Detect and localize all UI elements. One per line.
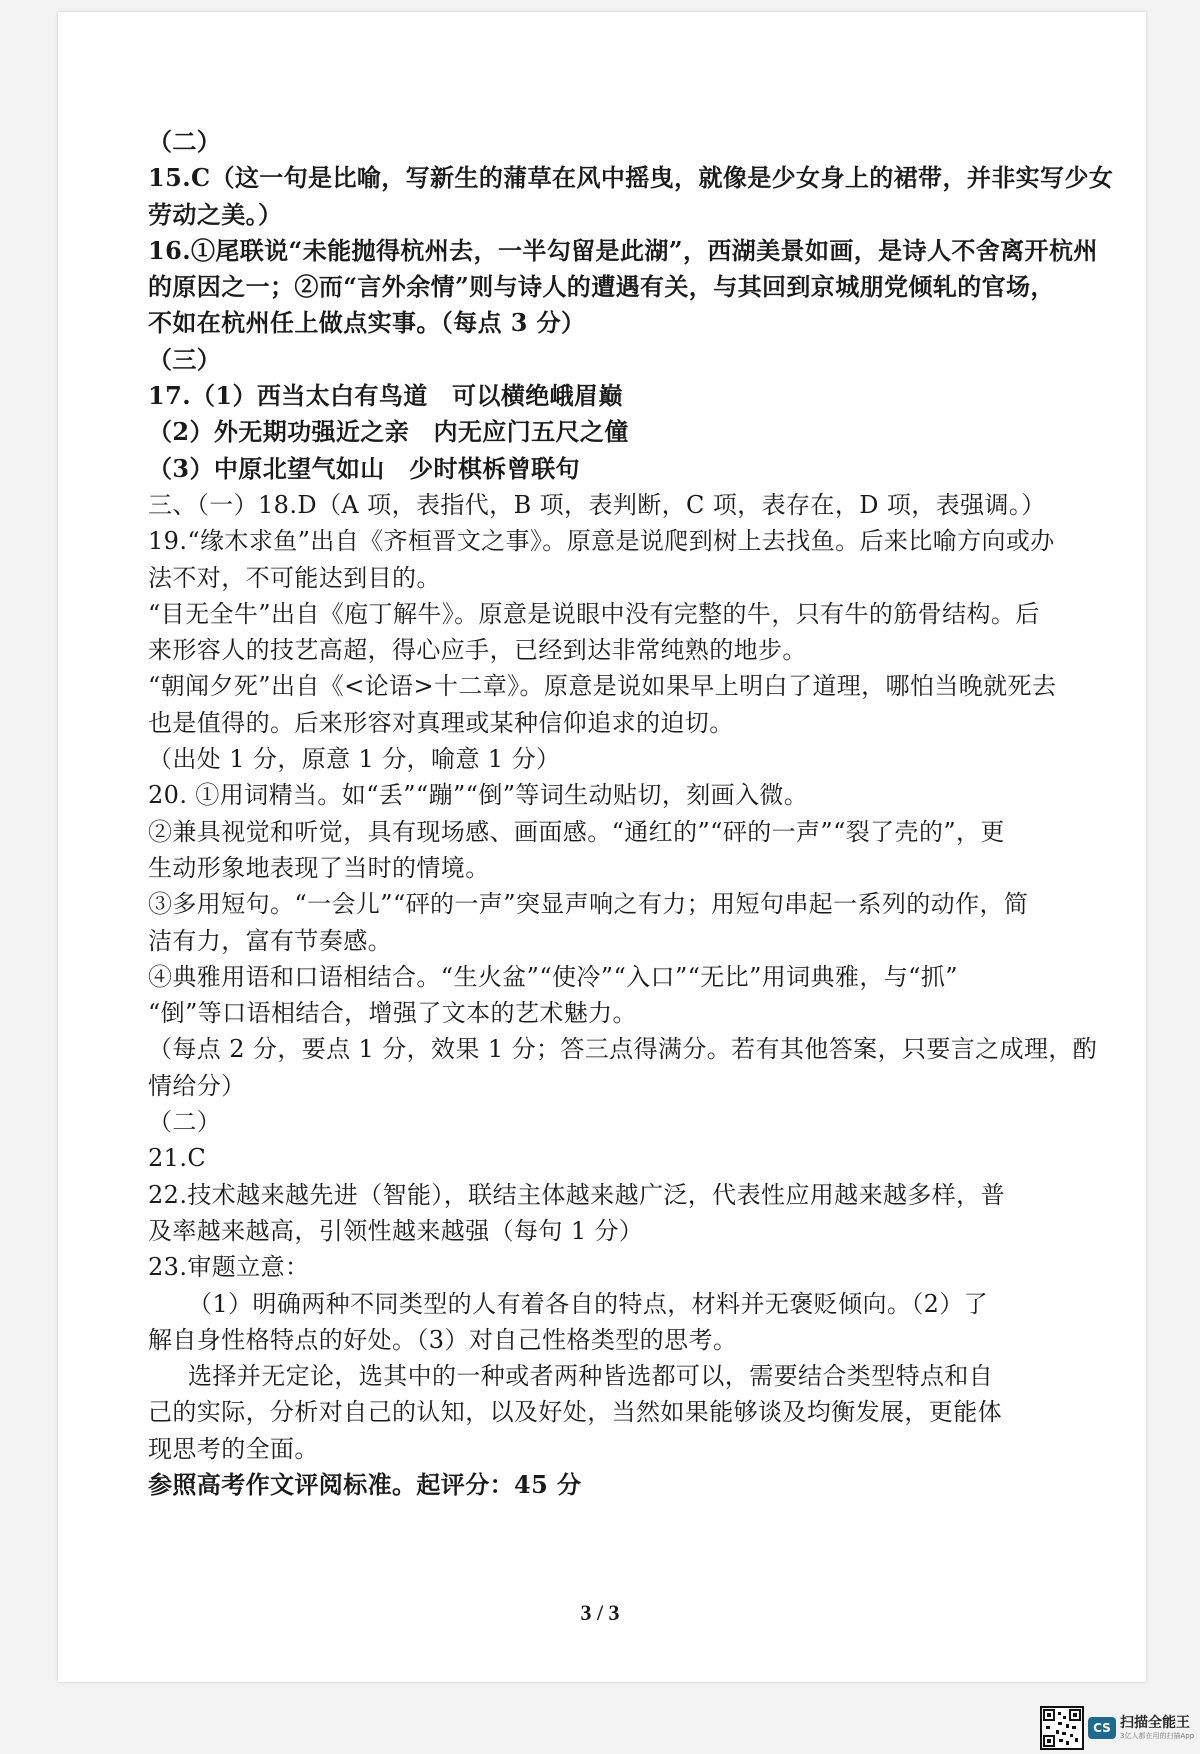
qr-code-icon bbox=[1040, 1706, 1084, 1750]
answer-16: 16.①尾联说“未能抛得杭州去，一半勾留是此湖”，西湖美景如画，是诗人不舍离开杭州 bbox=[148, 235, 1098, 265]
answer-16-cont: 不如在杭州任上做点实事。（每点 3 分） bbox=[148, 308, 586, 338]
scanner-watermark bbox=[1040, 1704, 1194, 1752]
answer-17-3: （3）中原北望气如山 少时棋柝曾联句 bbox=[148, 453, 580, 483]
answer-22: 22.技术越来越先进（智能），联结主体越来越广泛，代表性应用越来越多样，普 bbox=[148, 1180, 1005, 1209]
section-heading-2b: （二） bbox=[148, 1108, 222, 1137]
answer-23-scoring: 参照高考作文评阅标准。起评分：45 分 bbox=[148, 1469, 582, 1499]
answer-19: 19.“缘木求鱼”出自《齐桓晋文之事》。原意是说爬到树上去找鱼。后来比喻方向或办 bbox=[148, 527, 1055, 556]
answer-20-point-4: ④典雅用语和口语相结合。“生火盆”“使冷”“入口”“无比”用词典雅，与“抓” bbox=[148, 962, 958, 991]
answer-19-idiom-2: “目无全牛”出自《庖丁解牛》。原意是说眼中没有完整的牛，只有牛的筋骨结构。后 bbox=[148, 599, 1040, 628]
answer-20-point-3-cont: 洁有力，富有节奏感。 bbox=[148, 926, 392, 955]
answer-19-scoring: （出处 1 分，原意 1 分，喻意 1 分） bbox=[148, 745, 561, 774]
answer-23: 23.审题立意： bbox=[148, 1253, 310, 1282]
answer-23-para-1-cont: 解自身性格特点的好处。（3）对自己性格类型的思考。 bbox=[148, 1325, 738, 1354]
answer-22-cont: 及率越来越高，引领性越来越强（每句 1 分） bbox=[148, 1216, 644, 1245]
answer-23-para-2-cont: 现思考的全面。 bbox=[148, 1434, 319, 1463]
answer-17-1: 17.（1）西当太白有鸟道 可以横绝峨眉巅 bbox=[148, 381, 623, 411]
answer-19-idiom-3-cont: 也是值得的。后来形容对真理或某种信仰追求的迫切。 bbox=[148, 708, 734, 737]
answer-20-point-2-cont: 生动形象地表现了当时的情境。 bbox=[148, 853, 490, 882]
answer-20-point-4-cont: “倒”等口语相结合，增强了文本的艺术魅力。 bbox=[148, 999, 637, 1028]
answer-15-cont: 劳动之美。） bbox=[148, 199, 283, 229]
answer-16-cont: 的原因之一；②而“言外余情”则与诗人的遭遇有关，与其回到京城朋党倾轧的官场， bbox=[148, 272, 1055, 302]
answer-20-scoring-cont: 情给分） bbox=[148, 1071, 246, 1100]
answer-23-para-1: （1）明确两种不同类型的人有着各自的特点，材料并无褒贬倾向。（2）了 bbox=[188, 1289, 989, 1318]
answer-19-idiom-3: “朝闻夕死”出自《<论语>十二章》。原意是说如果早上明白了道理，哪怕当晚就死去 bbox=[148, 672, 1057, 701]
answer-19-cont: 法不对，不可能达到目的。 bbox=[148, 563, 441, 592]
answer-15: 15.C（这一句是比喻，写新生的蒲草在风中摇曳，就像是少女身上的裙带，并非实写少女 bbox=[148, 163, 1114, 193]
answer-20-point-2: ②兼具视觉和听觉，具有现场感、画面感。“通红的”“砰的一声”“裂了壳的”，更 bbox=[148, 817, 1005, 846]
camscanner-logo: CS bbox=[1088, 1717, 1116, 1739]
brand-name: 扫描全能王 bbox=[1120, 1715, 1190, 1731]
answer-23-para-2: 选择并无定论，选其中的一种或者两种皆选都可以，需要结合类型特点和自 bbox=[188, 1362, 994, 1391]
answer-17-2: （2）外无期功强近之亲 内无应门五尺之僮 bbox=[148, 417, 629, 447]
answer-23-para-2-cont: 己的实际，分析对自己的认知，以及好处，当然如果能够谈及均衡发展，更能体 bbox=[148, 1398, 1002, 1427]
section-heading-3: （三） bbox=[148, 344, 222, 374]
answer-21: 21.C bbox=[148, 1144, 207, 1173]
answer-20-point-3: ③多用短句。“一会儿”“砰的一声”突显声响之有力；用短句串起一系列的动作，简 bbox=[148, 890, 1029, 919]
answer-19-idiom-2-cont: 来形容人的技艺高超，得心应手，已经到达非常纯熟的地步。 bbox=[148, 636, 807, 665]
section-heading-2: （二） bbox=[148, 127, 222, 156]
brand-block bbox=[1120, 1715, 1194, 1741]
brand-tagline: 3亿人都在用的扫描App bbox=[1120, 1732, 1195, 1740]
page-number: 3 / 3 bbox=[580, 1600, 620, 1625]
answer-18: 三、（一）18.D（A 项，表指代，B 项，表判断，C 项，表存在，D 项，表强调。） bbox=[148, 490, 1046, 519]
answer-20-scoring: （每点 2 分，要点 1 分，效果 1 分；答三点得满分。若有其他答案，只要言之成理，酌 bbox=[148, 1035, 1098, 1064]
answer-20-point-1: 20. ①用词精当。如“丢”“蹦”“倒”等词生动贴切，刻画入微。 bbox=[148, 781, 809, 810]
answer-key-content bbox=[148, 124, 1114, 1503]
